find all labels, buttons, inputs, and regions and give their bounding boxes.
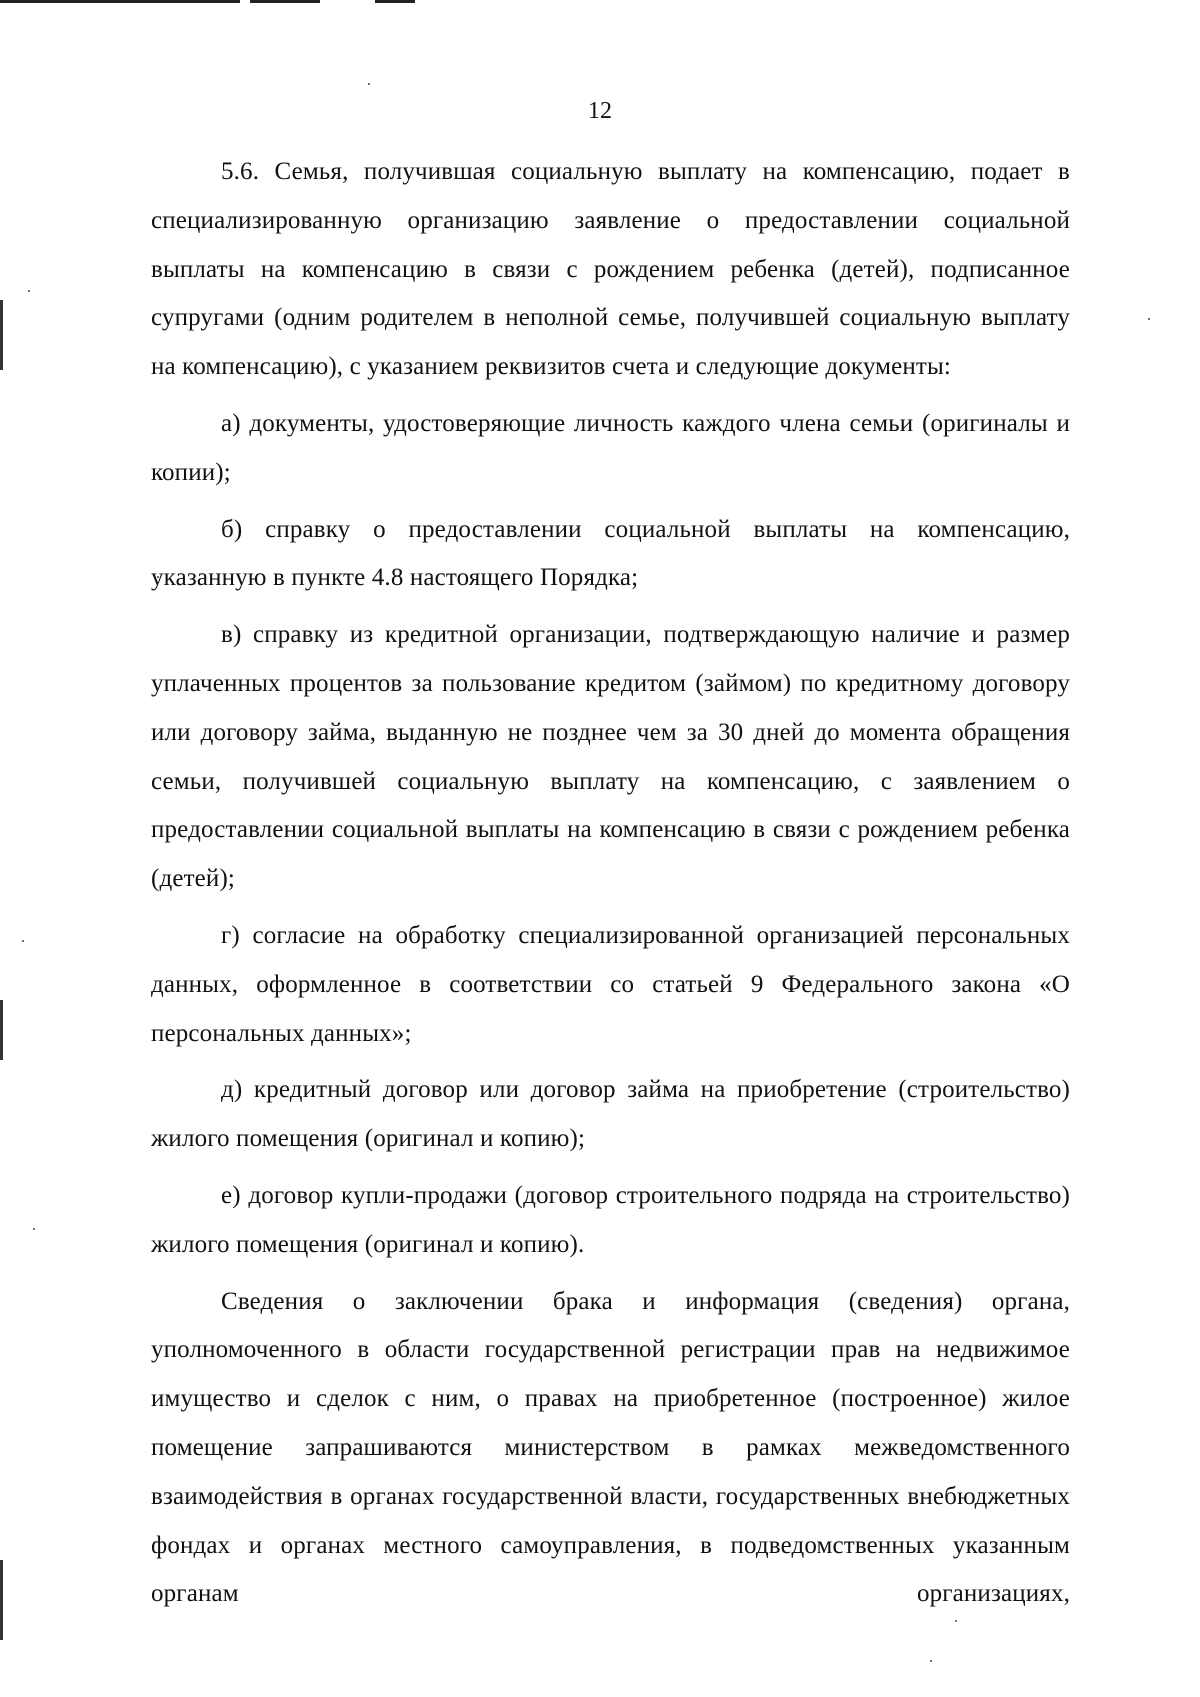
scan-speck [1148, 318, 1150, 320]
scan-artifact-top-bar [0, 0, 240, 3]
scan-speck [955, 1620, 957, 1622]
list-item-e: е) договор купли-продажи (договор строительного подряда на строительство) жилого помещения (оригинал и копию). [151, 1181, 1070, 1258]
list-item-b: б) справку о предоставлении социальной выплаты на компенсацию, указанную в пункте 4.8 настоящего Порядка; [151, 515, 1070, 592]
list-item-v: в) справку из кредитной организации, подтверждающую наличие и размер уплаченных процентов за пользование кредитом (займом) по кредитному договору или договору займа, выданную не позднее чем за 30 дней до момента обращения семьи, получившей социальную выплату на компенсацию, с заявлением о предоставлении социальной выплаты на компенсацию в связи с рождением ребенка (детей); [151, 621, 1070, 893]
list-item-a: а) документы, удостоверяющие личность каждого члена семьи (оригиналы и копии); [151, 409, 1070, 486]
scan-speck [930, 1660, 932, 1662]
scan-artifact-left-edge [0, 1000, 3, 1060]
paragraph-information-requests: Сведения о заключении брака и информация (сведения) органа, уполномоченного в области государственной регистрации прав на недвижимое имущество и сделок с ним, о правах на приобретенное (построенное) жилое помещение запрашиваются министерством в рамках межведомственного взаимодействия в органах государственной власти, государственных внебюджетных фондах и органах местного самоуправления, в подведомственных указанным органам организациях, [151, 1287, 1070, 1608]
list-item-d: д) кредитный договор или договор займа на приобретение (строительство) жилого помещения (оригинал и копию); [151, 1076, 1070, 1153]
scan-artifact-left-edge [0, 1560, 3, 1640]
scan-speck [28, 290, 30, 292]
paragraph-5-6: 5.6. Семья, получившая социальную выплату на компенсацию, подает в специализированную организацию заявление о предоставлении социальной выплаты на компенсацию в связи с рождением ребенка (детей), подписанное супругами (одним родителем в неполной семье, получившей социальную выплату на компенсацию), с указанием реквизитов счета и следующие документы: [151, 158, 1070, 381]
list-item-g: г) согласие на обработку специализированной организацией персональных данных, оформленное в соответствии со статьей 9 Федерального закона «О персональных данных»; [151, 921, 1070, 1047]
scan-speck [368, 83, 370, 85]
scan-artifact-left-edge [0, 300, 3, 370]
page-number: 12 [588, 98, 612, 124]
scan-artifact-top-bar [250, 0, 320, 3]
scan-speck [22, 940, 24, 942]
scan-speck [33, 1228, 35, 1230]
document-body [151, 148, 1070, 1619]
scan-artifact-top-bar [375, 0, 415, 3]
